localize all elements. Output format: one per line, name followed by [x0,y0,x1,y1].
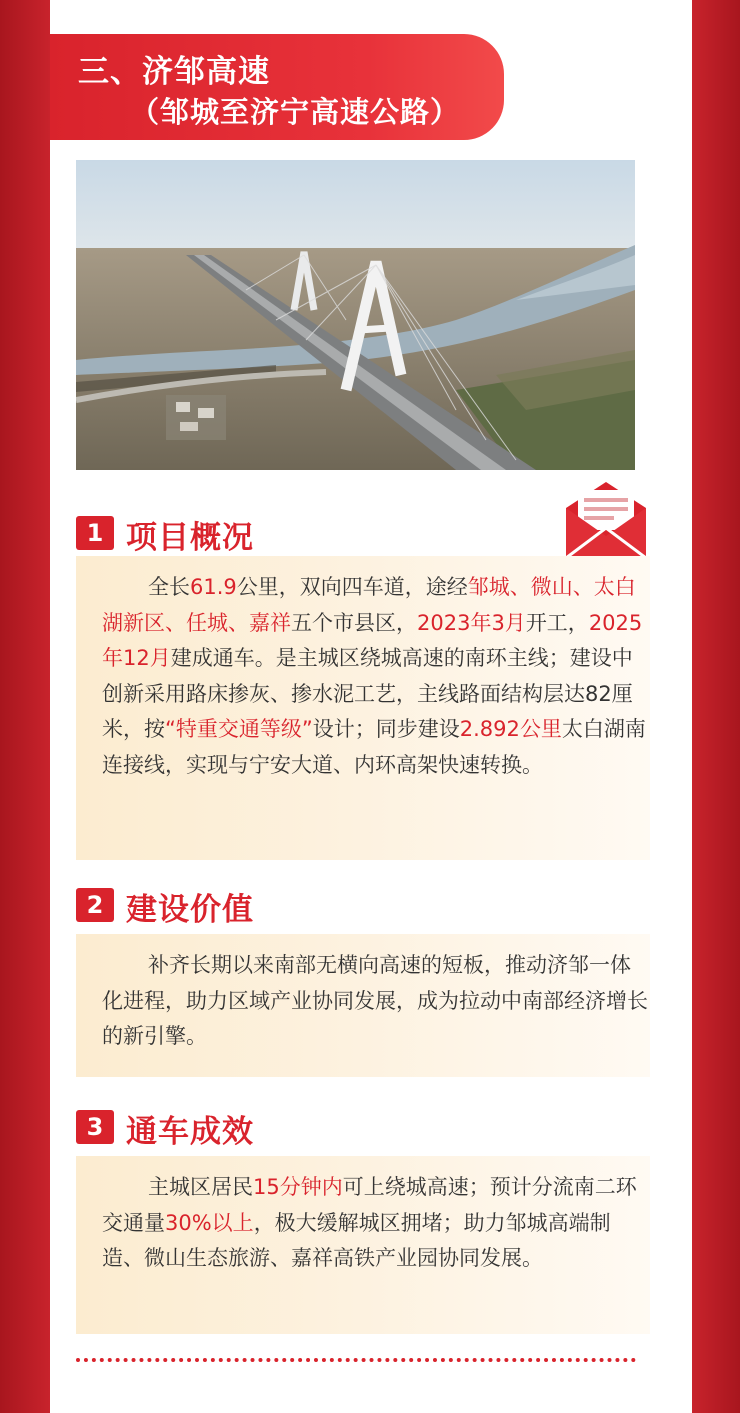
highlight-text: 2.892公里 [459,717,562,741]
section-2-card [76,934,650,1077]
body-text: 全长 [148,575,190,599]
section-title: 通车成效 [126,1114,254,1150]
right-border [692,0,740,1413]
section-number: 3 [76,1110,114,1144]
highlight-text: 2023年3月 [417,610,526,635]
body-text: ，极大缓解城区拥堵；助力邹城高端制造、微山生态旅游、嘉祥高铁产业园协同发展。 [102,1210,611,1270]
dotted-divider [76,1358,636,1362]
highlight-text: 15分钟内 [253,1175,343,1199]
section-1-body [102,570,650,783]
section-number: 1 [76,516,114,550]
body-text: 开工， [525,610,589,635]
highlight-text: 61.9 [190,575,237,599]
left-border [0,0,50,1413]
section-title: 建设价值 [126,892,254,928]
highlight-text: 30%以上 [165,1210,254,1235]
section-2-body [102,948,650,1055]
body-text: 太白湖南连接线，实现与宁安大道、内环高架快速转换。 [102,717,646,777]
envelope-icon [562,478,650,564]
highlight-text: 邹城、微山、太白湖新区、任城、嘉祥 [102,575,636,635]
body-text: 建成通车。是主城区绕城高速的南环主线；建设中创新采用路床掺灰、掺水泥工艺，主线路面结构层达82厘米，按 [102,646,633,741]
body-text: 公里，双向四车道，途经 [236,575,468,599]
section-number: 2 [76,888,114,922]
body-text: 五个市县区， [291,610,417,635]
body-text: 主城区居民 [148,1175,253,1199]
page-subtitle: （邹城至济宁高速公路） [130,95,461,129]
bridge-photo [76,160,635,470]
section-3-card [76,1156,650,1334]
page-title: 三、济邹高速 [78,54,270,90]
title-banner [50,34,504,140]
body-text: 可上绕城高速；预计分流南二环交通量 [102,1175,637,1235]
highlight-text: 2025年12月 [102,610,643,670]
content-page [50,0,692,1413]
body-text: 补齐长期以来南部无横向高速的短板，推动济邹一体化进程，助力区域产业协同发展，成为拉动中南部经济增长的新引擎。 [102,953,648,1048]
highlight-text: “特重交通等级” [165,717,313,741]
section-1-card [76,556,650,860]
body-text: 设计；同步建设 [312,717,460,741]
section-title: 项目概况 [126,520,254,556]
section-3-body [102,1170,650,1277]
